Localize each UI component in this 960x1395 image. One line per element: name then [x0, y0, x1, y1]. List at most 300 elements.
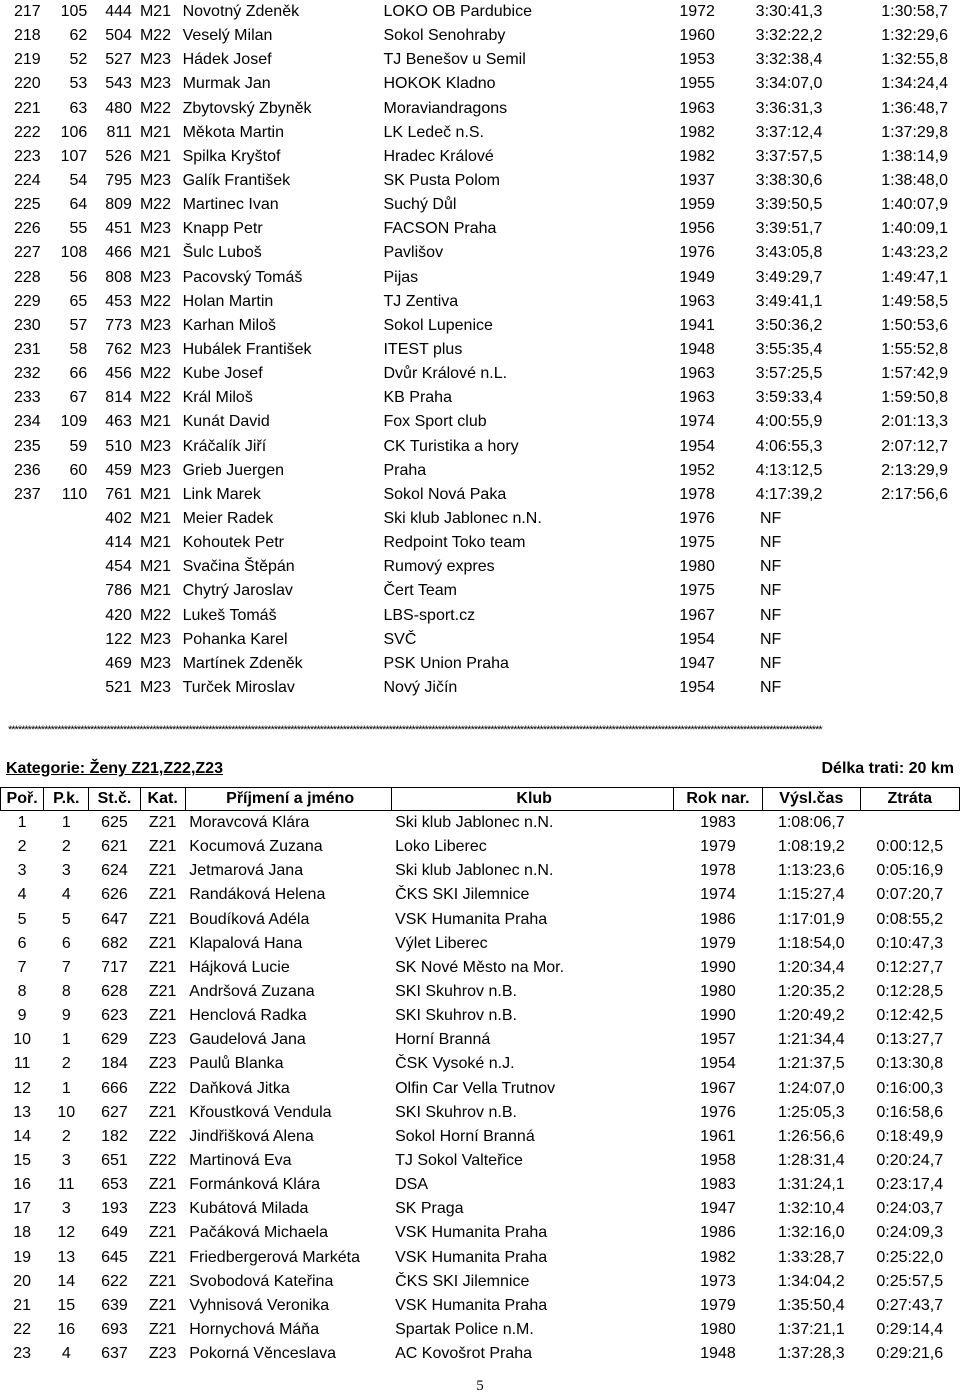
cell-time-loss: 1:34:24,4 — [881, 75, 948, 93]
header-cell-club: Klub — [391, 788, 673, 811]
cell-category-rank: 64 — [69, 196, 88, 214]
cell-bib: 795 — [105, 172, 132, 190]
cell-time-loss: 0:00:12,5 — [876, 838, 944, 856]
cell-rank — [0, 555, 45, 579]
table-row — [0, 169, 960, 193]
cell-bib: 414 — [105, 534, 132, 552]
cell-name: Měkota Martin — [182, 123, 284, 141]
cell-rank: 235 — [13, 437, 41, 455]
cell-rank: 14 — [13, 1127, 31, 1145]
cell-category-rank — [45, 531, 92, 555]
cell-category: Z21 — [148, 1321, 177, 1339]
cell-category-rank: 3 — [61, 1152, 71, 1170]
cell-club: Fox Sport club — [383, 413, 487, 431]
cell-club: VSK Humanita Praha — [395, 1224, 548, 1242]
cell-rank: 12 — [13, 1079, 31, 1097]
cell-birth-year: 1982 — [679, 147, 715, 165]
cell-category-rank: 13 — [57, 1248, 76, 1266]
cell-club: Sokol Horní Branná — [395, 1127, 535, 1145]
cell-bib: 639 — [101, 1296, 128, 1314]
cell-time-loss: 0:25:57,5 — [876, 1272, 944, 1290]
cell-name: Andršová Zuzana — [189, 983, 315, 1001]
table-row — [1, 811, 960, 836]
cell-category-rank: 66 — [69, 365, 88, 383]
cell-result-time: 3:32:38,4 — [755, 51, 823, 69]
cell-result-time: 1:34:04,2 — [777, 1272, 845, 1290]
header-cell-rank: Poř. — [1, 788, 44, 811]
cell-result-time: NF — [760, 679, 782, 696]
cell-time-loss: 2:01:13,3 — [881, 413, 948, 431]
cell-category: Z21 — [148, 838, 177, 856]
cell-category: M21 — [139, 582, 172, 600]
table-row — [1, 1270, 960, 1294]
cell-birth-year: 1980 — [700, 1321, 736, 1339]
cell-time-loss: 1:38:48,0 — [881, 172, 948, 190]
cell-time-loss: 0:29:21,6 — [876, 1345, 944, 1363]
cell-birth-year: 1949 — [679, 268, 715, 286]
cell-rank: 229 — [13, 292, 41, 310]
cell-time-loss: 0:05:16,9 — [876, 862, 944, 880]
cell-name: Jetmarová Jana — [189, 862, 304, 880]
cell-name: Knapp Petr — [182, 220, 263, 238]
cell-time-loss: 2:17:56,6 — [881, 485, 948, 503]
cell-result-time: 3:49:29,7 — [755, 268, 823, 286]
table-row — [1, 956, 960, 980]
cell-result-time: NF — [760, 654, 782, 672]
cell-birth-year: 1976 — [679, 244, 715, 262]
table-row — [0, 676, 960, 700]
cell-club: ČKS SKI Jilemnice — [395, 886, 530, 904]
cell-result-time: 4:00:55,9 — [755, 413, 823, 431]
table-row — [0, 193, 960, 217]
cell-result-time: 1:08:19,2 — [777, 838, 845, 856]
cell-time-loss: 0:24:09,3 — [876, 1224, 944, 1242]
cell-name: Martinová Eva — [189, 1152, 292, 1170]
cell-club: Pijas — [383, 268, 419, 286]
cell-category-rank: 1 — [61, 1031, 71, 1049]
cell-category-rank: 16 — [57, 1321, 76, 1339]
header-cell-name: Příjmení a jméno — [185, 788, 391, 811]
cell-result-time: 1:21:34,4 — [777, 1031, 845, 1049]
cell-result-time: 1:33:28,7 — [777, 1248, 845, 1266]
cell-name: Lukeš Tomáš — [182, 606, 277, 624]
cell-category: M21 — [139, 3, 172, 21]
table-header — [1, 788, 960, 811]
cell-category: M23 — [139, 461, 172, 479]
cell-rank: 17 — [13, 1200, 31, 1218]
cell-category: Z21 — [148, 1224, 177, 1242]
cell-bib: 637 — [101, 1345, 128, 1363]
cell-bib: 463 — [105, 413, 132, 431]
cell-bib: 182 — [101, 1127, 128, 1145]
cell-club: Horní Branná — [395, 1031, 491, 1049]
cell-birth-year: 1973 — [700, 1272, 736, 1290]
cell-result-time: 1:26:56,6 — [777, 1127, 845, 1145]
cell-name: Holan Martin — [182, 292, 274, 310]
cell-time-loss: 1:40:09,1 — [881, 220, 948, 238]
cell-club: Nový Jičín — [383, 679, 458, 696]
cell-birth-year: 1983 — [700, 814, 736, 832]
cell-rank: 227 — [13, 244, 41, 262]
cell-birth-year: 1954 — [700, 1055, 736, 1073]
cell-category-rank: 2 — [61, 1055, 71, 1073]
cell-name: Pokorná Věnceslava — [189, 1345, 337, 1363]
cell-birth-year: 1986 — [700, 910, 736, 928]
cell-club: Dvůr Králové n.L. — [383, 365, 508, 383]
cell-birth-year: 1948 — [700, 1345, 736, 1363]
cell-category-rank: 2 — [61, 838, 71, 856]
cell-name: Turček Miroslav — [182, 679, 295, 696]
cell-result-time: 1:24:07,0 — [777, 1079, 845, 1097]
cell-result-time: 3:39:50,5 — [755, 196, 823, 214]
cell-result-time: 3:30:41,3 — [755, 3, 823, 21]
cell-time-loss: 1:38:14,9 — [881, 147, 948, 165]
table-row — [1, 1173, 960, 1197]
cell-bib: 647 — [101, 910, 128, 928]
cell-time-loss: 1:50:53,6 — [881, 316, 948, 334]
cell-time-loss: 1:30:58,7 — [881, 3, 948, 21]
women-results-body — [1, 788, 960, 1367]
cell-category: Z21 — [148, 814, 177, 832]
cell-rank — [0, 652, 45, 676]
table-row — [0, 410, 960, 434]
cell-time-loss: 1:36:48,7 — [881, 99, 948, 117]
cell-rank: 15 — [13, 1152, 31, 1170]
cell-result-time: NF — [760, 534, 782, 552]
table-row — [0, 97, 960, 121]
cell-birth-year: 1959 — [679, 196, 715, 214]
cell-category: M23 — [139, 51, 172, 69]
cell-category-rank: 1 — [61, 1079, 71, 1097]
cell-bib: 510 — [105, 437, 132, 455]
cell-club: ČKS SKI Jilemnice — [395, 1272, 530, 1290]
table-row — [0, 290, 960, 314]
cell-name: Grieb Juergen — [182, 461, 284, 479]
cell-name: Murmak Jan — [182, 75, 271, 93]
cell-time-loss: 0:16:58,6 — [876, 1103, 944, 1121]
cell-rank: 9 — [17, 1007, 27, 1025]
cell-rank: 228 — [13, 268, 41, 286]
cell-rank: 6 — [17, 934, 27, 952]
cell-category: M23 — [139, 679, 172, 696]
cell-result-time: 1:32:16,0 — [777, 1224, 845, 1242]
cell-category-rank: 60 — [69, 461, 88, 479]
cell-birth-year: 1979 — [700, 1296, 736, 1314]
cell-club: LOKO OB Pardubice — [383, 3, 532, 21]
table-row — [0, 435, 960, 459]
cell-club: Ski klub Jablonec n.N. — [383, 510, 542, 528]
cell-category-rank: 11 — [57, 1176, 75, 1194]
cell-result-time: 1:17:01,9 — [777, 910, 845, 928]
cell-name: Svačina Štěpán — [182, 558, 295, 576]
cell-birth-year: 1960 — [679, 27, 715, 45]
cell-name: Hájková Lucie — [189, 958, 290, 976]
cell-category: Z22 — [148, 1127, 177, 1145]
cell-time-loss: 0:16:00,3 — [876, 1079, 944, 1097]
cell-club: ITEST plus — [383, 341, 463, 359]
cell-time-loss: 1:32:55,8 — [881, 51, 948, 69]
cell-bib: 809 — [105, 196, 132, 214]
cell-birth-year: 1948 — [679, 341, 715, 359]
cell-birth-year: 1955 — [679, 75, 715, 93]
cell-club: Sokol Nová Paka — [383, 485, 507, 503]
cell-result-time: 3:43:05,8 — [755, 244, 823, 262]
cell-category-rank: 107 — [60, 147, 88, 165]
cell-rank: 222 — [13, 123, 41, 141]
cell-birth-year: 1956 — [679, 220, 715, 238]
cell-rank: 219 — [13, 51, 41, 69]
cell-club: CK Turistika a hory — [383, 437, 519, 455]
cell-club: SKI Skuhrov n.B. — [395, 983, 517, 1001]
cell-category: M21 — [139, 413, 172, 431]
cell-birth-year: 1982 — [679, 123, 715, 141]
cell-result-time: 3:34:07,0 — [755, 75, 823, 93]
cell-category-rank: 105 — [60, 3, 88, 21]
cell-category: M22 — [139, 196, 172, 214]
cell-name: Henclová Radka — [189, 1007, 307, 1025]
cell-birth-year: 1979 — [700, 838, 736, 856]
cell-club: SK Praga — [395, 1200, 464, 1218]
cell-result-time: 4:06:55,3 — [755, 437, 823, 455]
cell-result-time: 1:21:37,5 — [777, 1055, 845, 1073]
table-row — [0, 217, 960, 241]
table-row — [1, 1149, 960, 1173]
cell-bib: 527 — [105, 51, 132, 69]
cell-name: Hubálek František — [182, 341, 312, 359]
cell-rank: 236 — [13, 461, 41, 479]
cell-birth-year: 1963 — [679, 292, 715, 310]
cell-rank: 225 — [13, 196, 41, 214]
cell-name: Pohanka Karel — [182, 630, 288, 648]
cell-name: Kubátová Milada — [189, 1200, 309, 1218]
track-length: Délka trati: 20 km — [821, 760, 954, 777]
cell-category: M23 — [139, 220, 172, 238]
cell-result-time: 1:18:54,0 — [777, 934, 845, 952]
cell-category-rank — [45, 604, 92, 628]
cell-bib: 459 — [105, 461, 132, 479]
table-row — [0, 24, 960, 48]
cell-club: SVČ — [383, 630, 417, 648]
cell-time-loss — [856, 676, 960, 700]
cell-bib: 621 — [101, 838, 128, 856]
cell-club: VSK Humanita Praha — [395, 1296, 548, 1314]
cell-club: HOKOK Kladno — [383, 75, 496, 93]
table-row — [1, 1246, 960, 1270]
cell-category-rank: 52 — [69, 51, 88, 69]
cell-club: LK Ledeč n.S. — [383, 123, 484, 141]
header-cell-result-time: Výsl.čas — [763, 788, 860, 811]
cell-time-loss: 0:08:55,2 — [876, 910, 944, 928]
table-row — [0, 314, 960, 338]
table-row — [1, 1318, 960, 1342]
cell-club: SK Pusta Polom — [383, 172, 500, 190]
cell-name: Spilka Kryštof — [182, 147, 281, 165]
table-row — [1, 1052, 960, 1076]
cell-time-loss: 1:57:42,9 — [881, 365, 948, 383]
cell-club: TJ Benešov u Semil — [383, 51, 526, 69]
cell-result-time: 1:20:35,2 — [777, 983, 845, 1001]
separator-line: ******************************************************************************************************************************************************************************************************************************************************** — [8, 725, 822, 736]
cell-time-loss: 0:25:22,0 — [876, 1248, 944, 1266]
cell-time-loss: 0:10:47,3 — [876, 934, 944, 952]
cell-result-time: 3:39:51,7 — [755, 220, 823, 238]
cell-result-time: 1:35:50,4 — [777, 1296, 845, 1314]
cell-club: LBS-sport.cz — [383, 606, 476, 624]
table-row — [0, 386, 960, 410]
cell-rank — [0, 628, 45, 652]
cell-rank: 217 — [13, 3, 41, 21]
cell-rank — [0, 604, 45, 628]
cell-rank: 3 — [17, 862, 27, 880]
cell-result-time: 3:49:41,1 — [755, 292, 823, 310]
table-row — [0, 604, 960, 628]
cell-time-loss: 0:23:17,4 — [876, 1176, 944, 1194]
table-row — [0, 48, 960, 72]
cell-club: Výlet Liberec — [395, 934, 488, 952]
cell-club: Hradec Králové — [383, 147, 494, 165]
cell-bib: 480 — [105, 99, 132, 117]
cell-category-rank: 55 — [69, 220, 88, 238]
table-row — [1, 1342, 960, 1366]
cell-result-time: NF — [760, 582, 782, 600]
cell-category: Z22 — [148, 1152, 177, 1170]
cell-time-loss: 2:13:29,9 — [881, 461, 948, 479]
cell-name: Boudíková Adéla — [189, 910, 310, 928]
cell-category: M23 — [139, 437, 172, 455]
cell-time-loss — [856, 555, 960, 579]
cell-club: Čert Team — [383, 582, 457, 600]
cell-category-rank: 106 — [60, 123, 88, 141]
cell-category-rank: 54 — [69, 172, 88, 190]
cell-bib: 625 — [101, 814, 128, 832]
cell-birth-year: 1978 — [700, 862, 736, 880]
table-row — [1, 883, 960, 907]
cell-result-time: 3:59:33,4 — [755, 389, 823, 407]
cell-name: Hádek Josef — [182, 51, 272, 69]
cell-category: M21 — [139, 558, 172, 576]
cell-name: Daňková Jitka — [189, 1079, 290, 1097]
cell-club: Moraviandragons — [383, 99, 508, 117]
cell-category-rank: 108 — [60, 244, 88, 262]
cell-category: M22 — [139, 292, 172, 310]
cell-name: Kohoutek Petr — [182, 534, 284, 552]
cell-name: Chytrý Jaroslav — [182, 582, 293, 600]
cell-rank: 19 — [13, 1248, 31, 1266]
cell-name: Vyhnisová Veronika — [189, 1296, 330, 1314]
cell-result-time: 4:13:12,5 — [755, 461, 823, 479]
cell-club: Loko Liberec — [395, 838, 487, 856]
cell-club: SK Nové Město na Mor. — [395, 958, 565, 976]
cell-rank: 4 — [17, 886, 27, 904]
cell-club: SKI Skuhrov n.B. — [395, 1103, 517, 1121]
cell-club: Redpoint Toko team — [383, 534, 526, 552]
cell-bib: 786 — [105, 582, 132, 600]
cell-rank: 223 — [13, 147, 41, 165]
cell-category-rank — [45, 676, 92, 700]
cell-result-time: 3:32:22,2 — [755, 27, 823, 45]
cell-club: DSA — [395, 1176, 428, 1194]
cell-rank: 224 — [13, 172, 41, 190]
cell-bib: 773 — [105, 316, 132, 334]
cell-bib: 762 — [105, 341, 132, 359]
cell-result-time: NF — [760, 510, 782, 528]
cell-category-rank: 57 — [69, 316, 88, 334]
cell-category: M23 — [139, 341, 172, 359]
cell-birth-year: 1941 — [679, 316, 715, 334]
cell-name: Jindřišková Alena — [189, 1127, 314, 1145]
cell-name: Karhan Miloš — [182, 316, 276, 334]
table-row — [1, 1004, 960, 1028]
table-row — [1, 835, 960, 859]
table-row — [0, 652, 960, 676]
cell-category-rank: 4 — [61, 1345, 71, 1363]
cell-category-rank: 6 — [61, 934, 71, 952]
cell-birth-year: 1952 — [679, 461, 715, 479]
cell-result-time: NF — [760, 630, 782, 648]
cell-result-time: 1:15:27,4 — [777, 886, 845, 904]
cell-birth-year: 1990 — [700, 958, 736, 976]
cell-category-rank: 59 — [69, 437, 88, 455]
cell-time-loss — [856, 531, 960, 555]
table-row — [0, 121, 960, 145]
cell-time-loss: 1:43:23,2 — [881, 244, 948, 262]
cell-category: Z21 — [148, 934, 177, 952]
cell-club: Rumový expres — [383, 558, 495, 576]
cell-name: Hornychová Máňa — [189, 1321, 320, 1339]
cell-result-time: 1:37:21,1 — [777, 1321, 845, 1339]
cell-rank: 11 — [13, 1055, 31, 1073]
cell-time-loss: 2:07:12,7 — [881, 437, 948, 455]
cell-category: Z23 — [148, 1345, 177, 1363]
table-row — [0, 241, 960, 265]
cell-club: Ski klub Jablonec n.N. — [395, 862, 554, 880]
table-row — [0, 459, 960, 483]
cell-name: Martínek Zdeněk — [182, 654, 303, 672]
cell-category-rank — [45, 579, 92, 603]
cell-category-rank: 67 — [69, 389, 88, 407]
cell-category-rank: 1 — [61, 814, 71, 832]
header-cell-birth-year: Rok nar. — [673, 788, 762, 811]
table-row — [1, 1125, 960, 1149]
cell-category: Z21 — [148, 1103, 177, 1121]
table-row — [1, 1197, 960, 1221]
table-row — [1, 1221, 960, 1245]
cell-birth-year: 1947 — [700, 1200, 736, 1218]
cell-rank: 232 — [13, 365, 41, 383]
cell-name: Král Miloš — [182, 389, 253, 407]
category-title: Kategorie: Ženy Z21,Z22,Z23 — [6, 760, 223, 777]
women-results-table — [0, 787, 960, 1366]
cell-result-time: 3:37:12,4 — [755, 123, 823, 141]
cell-name: Veselý Milan — [182, 27, 273, 45]
cell-time-loss: 0:12:42,5 — [876, 1007, 944, 1025]
cell-bib: 469 — [105, 654, 132, 672]
cell-rank: 5 — [17, 910, 27, 928]
cell-name: Kráčalík Jiří — [182, 437, 267, 455]
table-row — [1, 1101, 960, 1125]
cell-category: Z23 — [148, 1031, 177, 1049]
cell-name: Meier Radek — [182, 510, 274, 528]
cell-birth-year: 1961 — [700, 1127, 736, 1145]
cell-rank: 20 — [13, 1272, 31, 1290]
cell-time-loss: 0:13:30,8 — [876, 1055, 944, 1073]
cell-name: Klapalová Hana — [189, 934, 303, 952]
cell-category: M23 — [139, 172, 172, 190]
cell-bib: 717 — [101, 958, 128, 976]
cell-result-time: NF — [760, 606, 782, 624]
cell-name: Friedbergerová Markéta — [189, 1248, 360, 1266]
cell-birth-year: 1957 — [700, 1031, 736, 1049]
